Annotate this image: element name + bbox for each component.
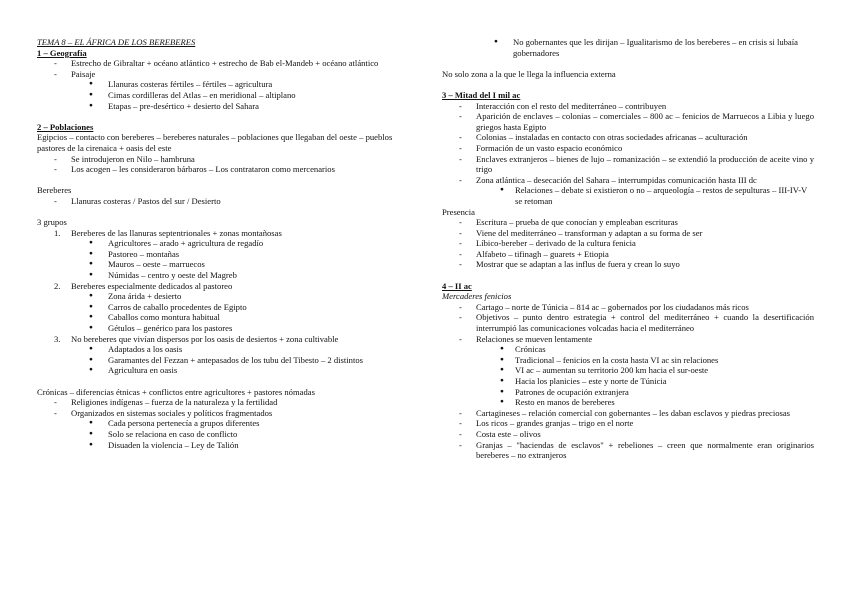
numbered-item: 3. No bereberes que vivían dispersos por los oasis de desiertos + zona cultivable xyxy=(54,333,339,344)
list-item: ● Resto en manos de bereberes xyxy=(442,397,814,408)
list-item: - Cartago – norte de Túnicia – 814 ac – gobernados por los ciudadanos más ricos xyxy=(442,302,814,313)
list-item: ● Caballos como montura habitual xyxy=(37,312,411,323)
left-column xyxy=(37,37,411,450)
list-item: ● Solo se relaciona en caso de conflicto xyxy=(37,429,411,440)
section-heading-ii-ac: 4 – II ac xyxy=(442,280,472,291)
list-item: ● Adaptados a los oasis xyxy=(37,344,411,355)
list-item: - Estrecho de Gibraltar + océano atlántico + estrecho de Bab el-Mandeb + océano atlántico xyxy=(37,58,411,69)
list-item: - Paisaje xyxy=(37,69,411,80)
paragraph-label: 3 grupos xyxy=(37,217,67,228)
list-item: - Interacción con el resto del mediterráneo – contribuyen xyxy=(442,101,814,112)
list-item: ● Agricultura en oasis xyxy=(37,365,411,376)
list-item: ● Tradicional – fenicios en la costa hasta VI ac sin relaciones xyxy=(442,355,814,366)
list-item: - Enclaves extranjeros – bienes de lujo – romanización – se extendió la producción de aceite vino y trigo xyxy=(442,154,814,175)
list-item: ● Disuaden la violencia – Ley de Talión xyxy=(37,440,411,451)
list-item: - Cartagineses – relación comercial con gobernantes – les daban esclavos y piedras preciosas xyxy=(442,408,814,419)
numbered-item-text: No bereberes que vivían dispersos por los oasis de desiertos + zona cultivable xyxy=(71,333,339,344)
list-item: - Costa este – olivos xyxy=(442,429,814,440)
paragraph: Egipcios – contacto con bereberes – bereberes naturales – poblaciones que llegaban del oeste – pueblos pastores de la cirenaica + oasis del este xyxy=(37,132,393,153)
section-heading-geografia: 1 – Geografía xyxy=(37,47,87,58)
list-item: - Zona atlántica – desecación del Sahara – interrumpidas comunicación hasta III dc xyxy=(442,175,814,186)
section-heading-poblaciones: 2 – Poblaciones xyxy=(37,121,94,132)
list-item: ● Númidas – centro y oeste del Magreb xyxy=(37,270,411,281)
list-item: - Aparición de enclaves – colonias – comerciales – 800 ac – fenicios de Marruecos a Libia y luego griegos hasta Egipto xyxy=(442,111,814,132)
list-item: ● VI ac – aumentan su territorio 200 km hacia el sur-oeste xyxy=(442,365,814,376)
list-item: ● Mauros – oeste – marruecos xyxy=(37,259,411,270)
list-item: - Escritura – prueba de que conocían y empleaban escrituras xyxy=(442,217,814,228)
list-item: - Llanuras costeras / Pastos del sur / Desierto xyxy=(37,196,411,207)
list-item: ● Pastoreo – montañas xyxy=(37,249,411,260)
paragraph: No solo zona a la que le llega la influencia externa xyxy=(442,68,616,79)
list-item: - Líbico-bereber – derivado de la cultura fenicia xyxy=(442,238,814,249)
list-item: ● Llanuras costeras fértiles – fértiles – agricultura xyxy=(37,79,411,90)
list-item: ● Cada persona pertenecía a grupos diferentes xyxy=(37,418,411,429)
list-item: - Relaciones se mueven lentamente xyxy=(442,334,814,345)
numbered-item-text: Bereberes de las llanuras septentrionales + zonas montañosas xyxy=(71,227,282,238)
paragraph-label: Bereberes xyxy=(37,185,72,196)
list-item: ● Carros de caballo procedentes de Egipto xyxy=(37,302,411,313)
numbered-item: 2. Bereberes especialmente dedicados al pastoreo xyxy=(54,280,233,291)
numbered-item-text: Bereberes especialmente dedicados al pastoreo xyxy=(71,280,233,291)
list-item: ● Garamantes del Fezzan + antepasados de los tubu del Tibesto – 2 distintos xyxy=(37,355,411,366)
list-item: ● Gétulos – genérico para los pastores xyxy=(37,323,411,334)
list-item: - Mostrar que se adaptan a las influs de fuera y crean lo suyo xyxy=(442,259,814,270)
list-item: ● Patrones de ocupación extranjera xyxy=(442,387,814,398)
list-item: - Los acogen – les consideraron bárbaros – Los contrataron como mercenarios xyxy=(37,164,411,175)
section-subtitle: Mercaderes fenicios xyxy=(442,291,512,302)
list-item: ● Zona árida + desierto xyxy=(37,291,411,302)
list-item: ● Agricultores – arado + agricultura de regadío xyxy=(37,238,411,249)
list-item: - Organizados en sistemas sociales y políticos fragmentados xyxy=(37,408,411,419)
paragraph: Crónicas – diferencias étnicas + conflictos entre agricultores + pastores nómadas xyxy=(37,386,315,397)
list-item: - Formación de un vasto espacio económico xyxy=(442,143,814,154)
list-item: - Viene del mediterráneo – transforman y adaptan a su forma de ser xyxy=(442,228,814,239)
list-item: ● Hacia los planicies – este y norte de Túnicia xyxy=(442,376,814,387)
list-item: ● No gobernantes que les dirijan – Igualitarismo de los bereberes – en crisis si lubaía gobernadores xyxy=(442,37,814,58)
list-item: - Los ricos – grandes granjas – trigo en el norte xyxy=(442,418,814,429)
list-item: ● Cimas cordilleras del Atlas – en meridional – altiplano xyxy=(37,90,411,101)
list-item: - Alfabeto – tifinagh – guarets + Etiopia xyxy=(442,249,814,260)
list-item: - Colonias – instaladas en contacto con otras sociedades africanas – aculturación xyxy=(442,132,814,143)
paragraph-label: Presencia xyxy=(442,206,475,217)
document-title: TEMA 8 – EL ÁFRICA DE LOS BEREBERES xyxy=(37,37,196,47)
list-item: ● Crónicas xyxy=(442,344,814,355)
numbered-item: 1. Bereberes de las llanuras septentrionales + zonas montañosas xyxy=(54,227,282,238)
right-column xyxy=(442,37,814,461)
list-item: - Se introdujeron en Nilo – hambruna xyxy=(37,154,411,165)
section-heading-mitad-i-mil: 3 – Mitad del I mil ac xyxy=(442,89,521,100)
list-item: - Religiones indígenas – fuerza de la naturaleza y la fertilidad xyxy=(37,397,411,408)
list-item: - Granjas – "haciendas de esclavos" + rebeliones – creen que normalmente eran originarios bereberes – no extranjeros xyxy=(442,440,814,461)
list-item: ● Etapas – pre-desértico + desierto del Sahara xyxy=(37,101,411,112)
list-item: - Objetivos – punto dentro estrategia + control del mediterráneo + cuando la desertificación interrumpió las comunicaciones volcadas hacia el mediterráneo xyxy=(442,312,814,333)
list-item: ● Relaciones – debate si existieron o no – arqueología – restos de sepulturas – III-IV-V se retoman xyxy=(442,185,814,206)
